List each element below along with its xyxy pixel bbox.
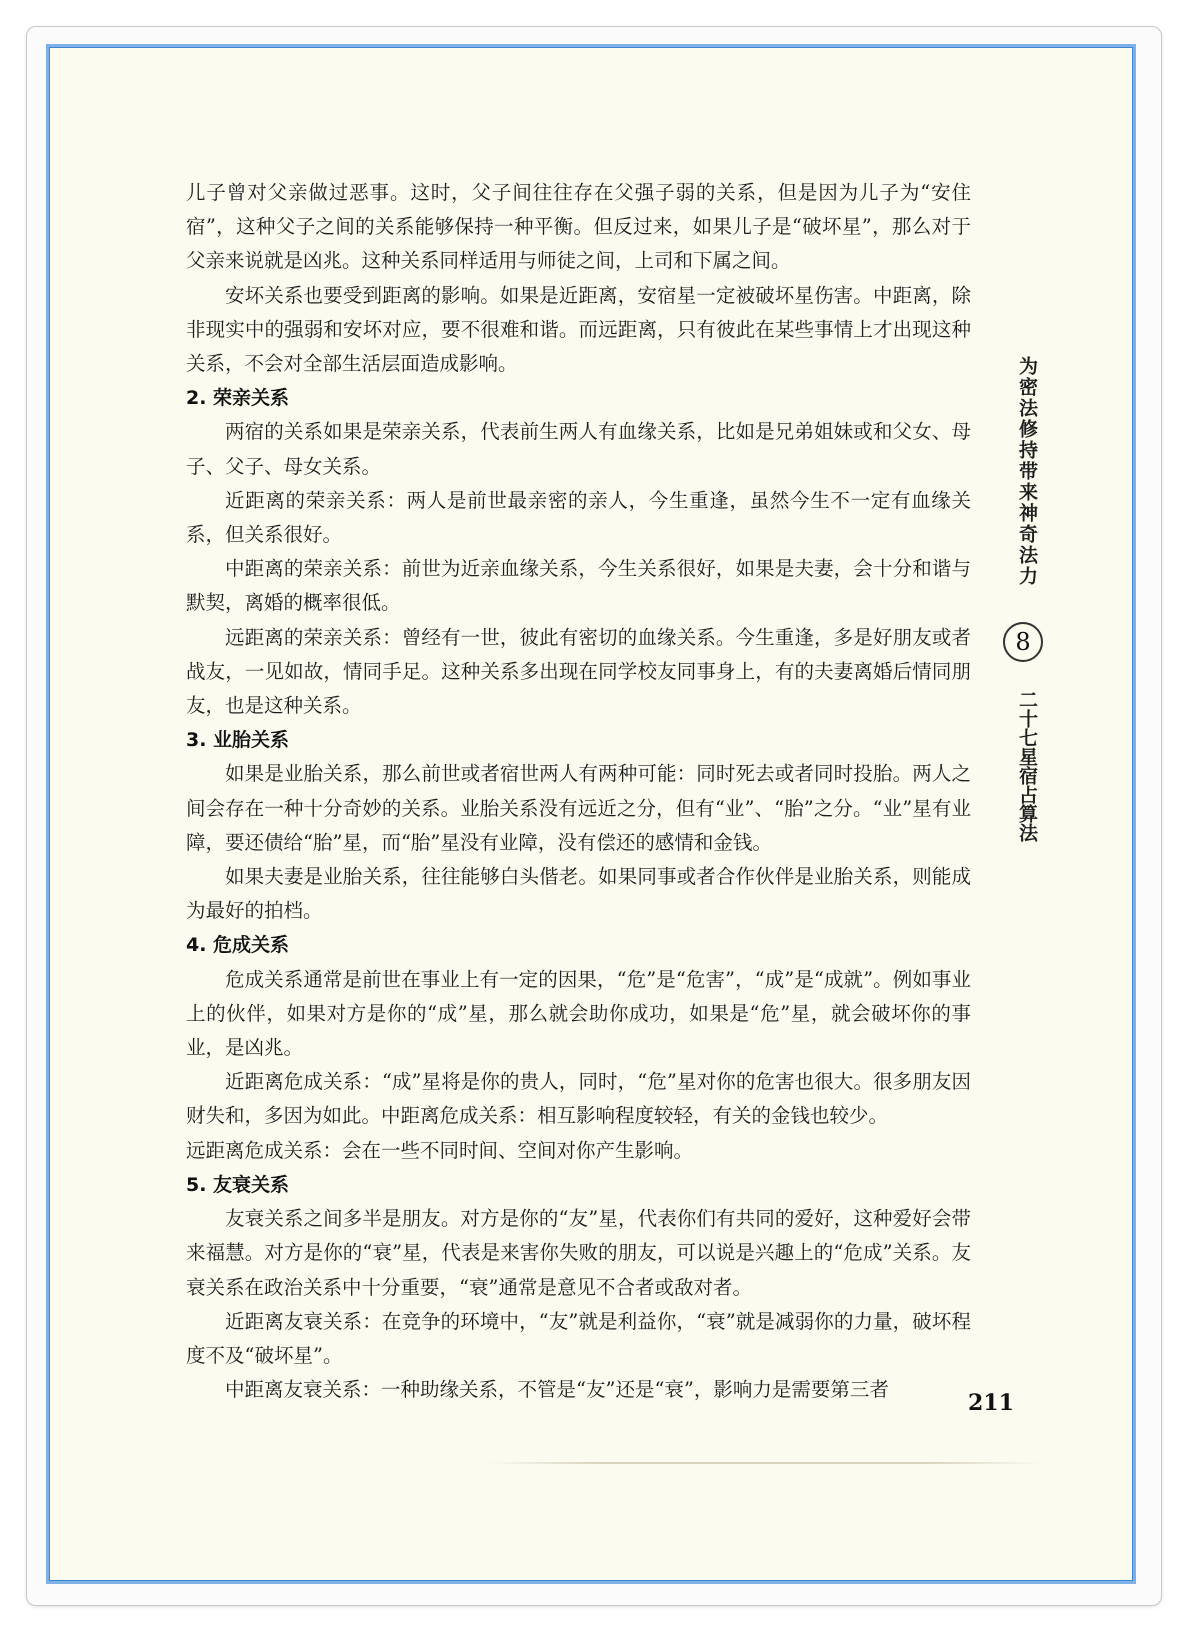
paragraph: 儿子曾对父亲做过恶事。这时，父子间往往存在父强子弱的关系，但是因为儿子为“安住宿”，这种父子之间的关系能够保持一种平衡。但反过来，如果儿子是“破坏星”，那么对于父亲来说就是凶兆。这种关系同样适用与师徒之间，上司和下属之间。 bbox=[186, 181, 971, 273]
paragraph: 近距离友衰关系：在竞争的环境中，“友”就是利益你，“衰”就是减弱你的力量，破坏程度不及“破坏星”。 bbox=[186, 1309, 971, 1367]
paragraph: 中距离的荣亲关系：前世为近亲血缘关系，今生关系很好，如果是夫妻，会十分和谐与默契，离婚的概率很低。 bbox=[186, 557, 971, 615]
page-number: 211 bbox=[968, 1390, 1014, 1416]
footer-rule bbox=[488, 1462, 1040, 1464]
chapter-number-badge: 8 bbox=[1003, 622, 1043, 662]
paragraph: 近距离危成关系：“成”星将是你的贵人，同时，“危”星对你的危害也很大。很多朋友因财失和，多因为如此。中距离危成关系：相互影响程度较轻，有关的金钱也较少。 bbox=[186, 1070, 971, 1128]
paragraph: 中距离友衰关系：一种助缘关系，不管是“友”还是“衰”，影响力是需要第三者 bbox=[225, 1378, 889, 1402]
running-book-title: 为密法修持带来神奇法力 bbox=[1016, 356, 1038, 587]
paragraph: 两宿的关系如果是荣亲关系，代表前生两人有血缘关系，比如是兄弟姐妹或和父女、母子、父子、母女关系。 bbox=[186, 420, 971, 478]
paragraph: 如果夫妻是业胎关系，往往能够白头偕老。如果同事或者合作伙伴是业胎关系，则能成为最好的拍档。 bbox=[186, 865, 971, 923]
paragraph: 危成关系通常是前世在事业上有一定的因果，“危”是“危害”，“成”是“成就”。例如事业上的伙伴，如果对方是你的“成”星，那么就会助你成功，如果是“危”星，就会破坏你的事业，是凶兆。 bbox=[186, 967, 971, 1060]
section-heading: 5. 友衰关系 bbox=[186, 1173, 290, 1196]
paragraph: 远距离危成关系：会在一些不同时间、空间对你产生影响。 bbox=[186, 1138, 694, 1162]
running-chapter-title: 二十七星宿占算法 bbox=[1016, 690, 1038, 842]
paragraph: 近距离的荣亲关系：两人是前世最亲密的亲人，今生重逢，虽然今生不一定有血缘关系，但关系很好。 bbox=[186, 488, 971, 547]
paragraph: 友衰关系之间多半是朋友。对方是你的“友”星，代表你们有共同的爱好，这种爱好会带来福慧。对方是你的“衰”星，代表是来害你失败的朋友，可以说是兴趣上的“危成”关系。友衰关系在政治关系中十分重要，“衰”通常是意见不合者或敌对者。 bbox=[186, 1207, 971, 1299]
section-heading: 3. 业胎关系 bbox=[186, 729, 290, 752]
paragraph: 远距离的荣亲关系：曾经有一世，彼此有密切的血缘关系。今生重逢，多是好朋友或者战友，一见如故，情同手足。这种关系多出现在同学校友同事身上，有的夫妻离婚后情同朋友，也是这种关系。 bbox=[186, 625, 971, 718]
paragraph: 安坏关系也要受到距离的影响。如果是近距离，安宿星一定被破坏星伤害。中距离，除非现实中的强弱和安坏对应，要不很难和谐。而远距离，只有彼此在某些事情上才出现这种关系，不会对全部生活层面造成影响。 bbox=[186, 283, 971, 376]
section-heading: 2. 荣亲关系 bbox=[186, 387, 290, 410]
section-heading: 4. 危成关系 bbox=[186, 934, 290, 957]
body-text bbox=[186, 176, 971, 1407]
paragraph: 如果是业胎关系，那么前世或者宿世两人有两种可能：同时死去或者同时投胎。两人之间会存在一种十分奇妙的关系。业胎关系没有远近之分，但有“业”、“胎”之分。“业”星有业障，要还债给“胎”星，而“胎”星没有业障，没有偿还的感情和金钱。 bbox=[186, 762, 971, 854]
